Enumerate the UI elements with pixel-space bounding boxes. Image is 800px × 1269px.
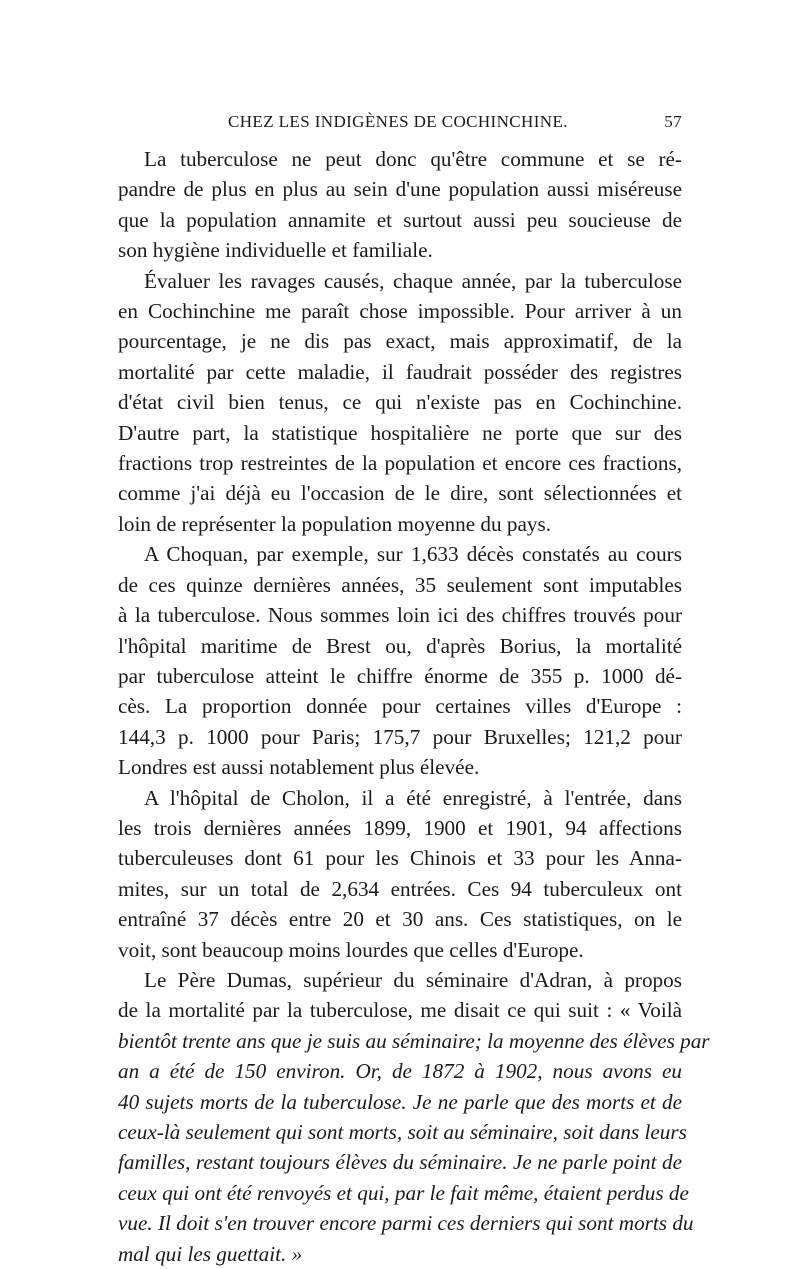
text-line: par tuberculose atteint le chiffre énorme de 355 p. 1000 dé- bbox=[118, 663, 682, 688]
text-line: A Choquan, par exemple, sur 1,633 décès constatés au cours bbox=[144, 542, 682, 567]
text-line: Londres est aussi notablement plus élevée. bbox=[118, 755, 480, 780]
quote-line: ceux-là seulement qui sont morts, soit au séminaire, soit dans leurs bbox=[118, 1120, 687, 1144]
quote-line: vue. Il doit s'en trouver encore parmi ces derniers qui sont morts du bbox=[118, 1211, 694, 1236]
book-page bbox=[118, 112, 710, 1269]
text-line: de ces quinze dernières années, 35 seulement sont imputables bbox=[118, 572, 682, 597]
running-head bbox=[118, 112, 682, 142]
text-line: que la population annamite et surtout aussi peu soucieuse de bbox=[118, 207, 682, 232]
text-line: de la mortalité par la tuberculose, me disait ce qui suit : « Voilà bbox=[118, 998, 682, 1023]
quote-line: 40 sujets morts de la tuberculose. Je ne parle que des morts et de bbox=[118, 1089, 682, 1114]
text-line: D'autre part, la statistique hospitalière ne porte que sur des bbox=[118, 420, 682, 445]
text-line: Évaluer les ravages causés, chaque année, par la tuberculose bbox=[144, 268, 682, 293]
text-line: 144,3 p. 1000 pour Paris; 175,7 pour Bruxelles; 121,2 pour bbox=[118, 724, 682, 749]
text-line: à la tuberculose. Nous sommes loin ici des chiffres trouvés pour bbox=[118, 603, 682, 628]
text-line: cès. La proportion donnée pour certaines villes d'Europe : bbox=[118, 694, 682, 719]
text-line: mortalité par cette maladie, il faudrait posséder des registres bbox=[118, 359, 682, 384]
quote-line: an a été de 150 environ. Or, de 1872 à 1902, nous avons eu bbox=[118, 1059, 682, 1084]
quote-line: mal qui les guettait. » bbox=[118, 1241, 303, 1266]
text-line: l'hôpital maritime de Brest ou, d'après Borius, la mortalité bbox=[118, 633, 682, 658]
paragraph-4 bbox=[118, 783, 682, 965]
page-number: 57 bbox=[664, 112, 682, 131]
quote-line: ceux qui ont été renvoyés et qui, par le fait même, étaient perdus de bbox=[118, 1180, 689, 1205]
paragraph-5 bbox=[118, 965, 710, 1269]
text-line: La tuberculose ne peut donc qu'être commune et se ré- bbox=[144, 147, 682, 171]
text-line: entraîné 37 décès entre 20 et 30 ans. Ces statistiques, on le bbox=[118, 907, 682, 932]
body-text bbox=[118, 144, 710, 1269]
paragraph-2 bbox=[118, 266, 682, 540]
text-line: pourcentage, je ne dis pas exact, mais approximatif, de la bbox=[118, 329, 682, 354]
text-line: les trois dernières années 1899, 1900 et 1901, 94 affections bbox=[118, 815, 682, 840]
text-line: pandre de plus en plus au sein d'une population aussi miséreuse bbox=[118, 177, 682, 202]
quote-line: bientôt trente ans que je suis au séminaire; la moyenne des élèves par bbox=[118, 1028, 710, 1053]
text-line: voit, sont beaucoup moins lourdes que celles d'Europe. bbox=[118, 937, 584, 962]
text-line: tuberculeuses dont 61 pour les Chinois et 33 pour les Anna- bbox=[118, 846, 682, 871]
text-line: comme j'ai déjà eu l'occasion de le dire, sont sélectionnées et bbox=[118, 481, 682, 506]
text-line: mites, sur un total de 2,634 entrées. Ces 94 tuberculeux ont bbox=[118, 876, 682, 901]
text-line: loin de représenter la population moyenne du pays. bbox=[118, 511, 552, 536]
paragraph-1 bbox=[118, 144, 682, 266]
text-line: Le Père Dumas, supérieur du séminaire d'Adran, à propos bbox=[144, 967, 682, 992]
paragraph-3 bbox=[118, 539, 682, 782]
text-line: A l'hôpital de Cholon, il a été enregistré, à l'entrée, dans bbox=[144, 785, 682, 810]
running-title: CHEZ LES INDIGÈNES DE COCHINCHINE. bbox=[228, 112, 568, 131]
text-line: en Cochinchine me paraît chose impossible. Pour arriver à un bbox=[118, 299, 682, 324]
quote-line: familles, restant toujours élèves du séminaire. Je ne parle point de bbox=[118, 1150, 682, 1175]
text-line: d'état civil bien tenus, ce qui n'existe pas en Cochinchine. bbox=[118, 390, 682, 415]
text-line: son hygiène individuelle et familiale. bbox=[118, 238, 433, 263]
text-line: fractions trop restreintes de la population et encore ces fractions, bbox=[118, 451, 682, 476]
